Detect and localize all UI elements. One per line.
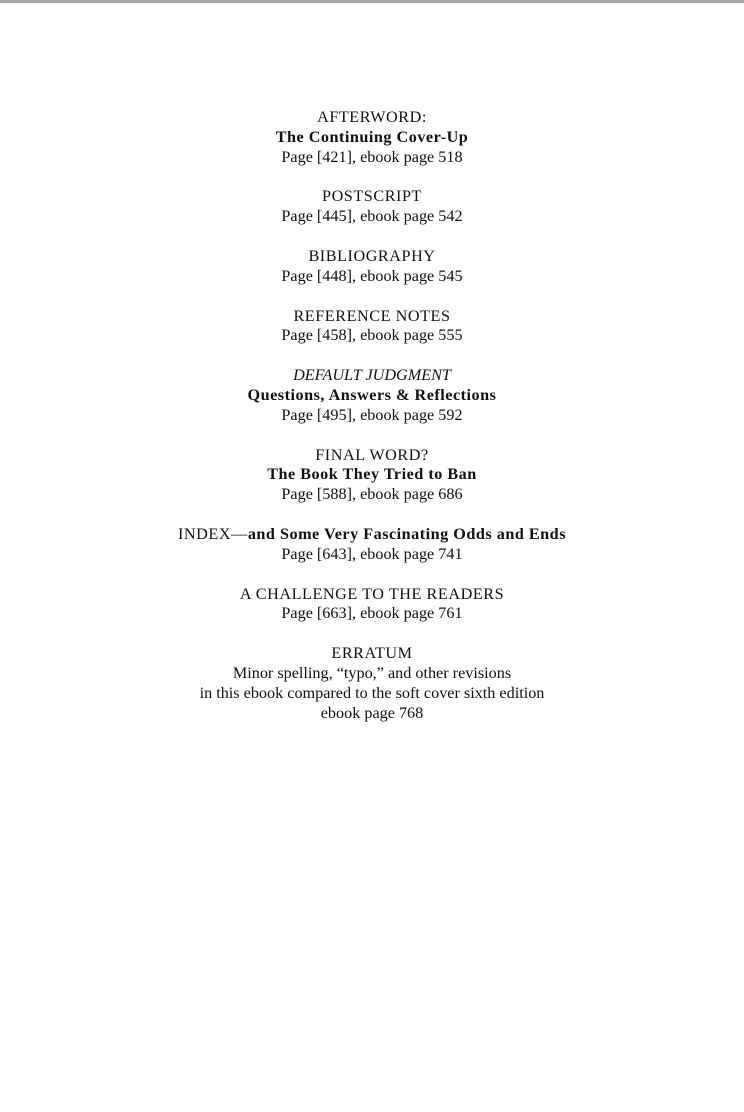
erratum-description-line-2: in this ebook compared to the soft cover sixth edition [199,683,545,702]
toc-entry-challenge[interactable] [0,585,744,625]
entry-heading: REFERENCE NOTES [293,306,451,325]
toc-entry-erratum[interactable] [0,644,744,723]
entry-page-reference[interactable]: ebook page 768 [320,703,424,722]
index-subtitle: and Some Very Fascinating Odds and Ends [247,524,566,543]
entry-page-reference[interactable]: Page [588], ebook page 686 [281,485,463,504]
entry-heading [0,525,744,545]
entry-heading: DEFAULT JUDGMENT [293,366,451,385]
toc-entry-default-judgment[interactable] [0,366,744,425]
toc-entry-bibliography[interactable] [0,247,744,287]
entry-subtitle: The Continuing Cover-Up [275,127,469,146]
entry-page-reference[interactable]: Page [421], ebook page 518 [281,147,463,166]
entry-page-reference[interactable]: Page [495], ebook page 592 [281,405,463,424]
entry-subtitle: The Book They Tried to Ban [267,465,477,484]
entry-heading: POSTSCRIPT [322,187,422,206]
toc-entry-afterword[interactable] [0,108,744,167]
toc-entry-index[interactable] [0,525,744,565]
entry-page-reference[interactable]: Page [663], ebook page 761 [281,604,463,623]
erratum-description-line-1: Minor spelling, “typo,” and other revisions [232,663,512,682]
entry-heading: BIBLIOGRAPHY [308,246,436,265]
toc-entry-final-word[interactable] [0,446,744,505]
top-border [0,0,744,3]
toc-entry-postscript[interactable] [0,187,744,227]
table-of-contents [0,108,744,743]
toc-entry-reference-notes[interactable] [0,307,744,347]
entry-heading: ERRATUM [331,644,413,663]
entry-page-reference[interactable]: Page [643], ebook page 741 [281,544,463,563]
entry-heading: A CHALLENGE TO THE READERS [239,584,505,603]
entry-subtitle: Questions, Answers & Reflections [247,385,497,404]
entry-heading: AFTERWORD: [317,108,427,126]
entry-page-reference[interactable]: Page [448], ebook page 545 [281,266,463,285]
entry-heading: FINAL WORD? [315,445,429,464]
entry-page-reference[interactable]: Page [445], ebook page 542 [281,207,463,226]
index-prefix: INDEX— [177,524,248,543]
entry-page-reference[interactable]: Page [458], ebook page 555 [281,326,463,345]
